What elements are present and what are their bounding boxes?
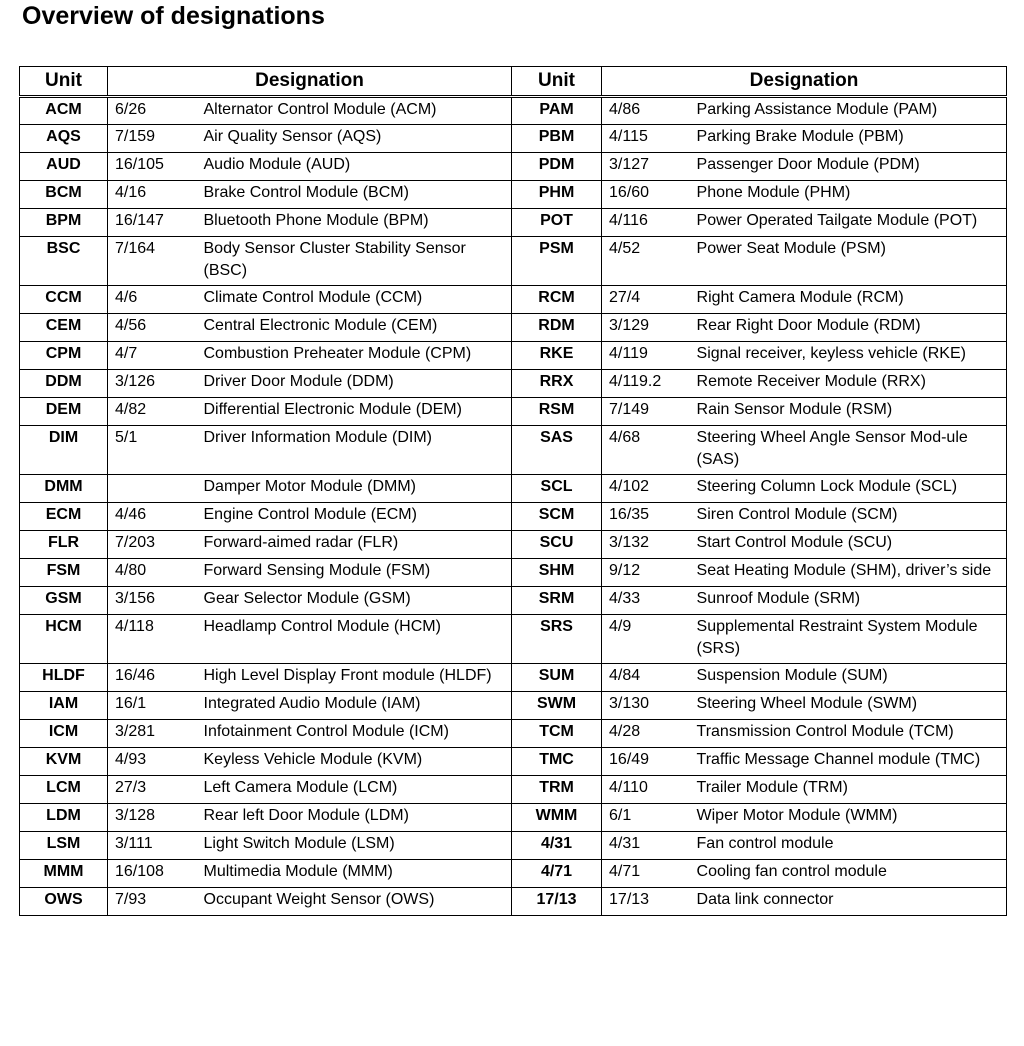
table-row — [20, 503, 1007, 531]
table-header — [20, 67, 1007, 97]
reference-number: 4/116 — [602, 209, 689, 237]
module-description: Headlamp Control Module (HCM) — [196, 615, 512, 664]
table-row — [20, 692, 1007, 720]
reference-number: 16/49 — [602, 748, 689, 776]
unit-code: PSM — [512, 237, 602, 286]
reference-number: 16/1 — [108, 692, 196, 720]
module-description: Cooling fan control module — [689, 860, 1007, 888]
unit-code: OWS — [20, 888, 108, 916]
reference-number: 3/111 — [108, 832, 196, 860]
table-row — [20, 342, 1007, 370]
reference-number: 7/149 — [602, 398, 689, 426]
module-description: Combustion Preheater Module (CPM) — [196, 342, 512, 370]
reference-number: 4/46 — [108, 503, 196, 531]
table-row — [20, 531, 1007, 559]
unit-code: RRX — [512, 370, 602, 398]
module-description: Integrated Audio Module (IAM) — [196, 692, 512, 720]
table-row — [20, 286, 1007, 314]
unit-code: TMC — [512, 748, 602, 776]
reference-number: 4/86 — [602, 97, 689, 125]
module-description: Alternator Control Module (ACM) — [196, 97, 512, 125]
module-description: Wiper Motor Module (WMM) — [689, 804, 1007, 832]
unit-code: 4/71 — [512, 860, 602, 888]
module-description: High Level Display Front module (HLDF) — [196, 664, 512, 692]
unit-code: FLR — [20, 531, 108, 559]
unit-code: PDM — [512, 153, 602, 181]
table-row — [20, 804, 1007, 832]
module-description: Audio Module (AUD) — [196, 153, 512, 181]
reference-number: 3/126 — [108, 370, 196, 398]
module-description: Phone Module (PHM) — [689, 181, 1007, 209]
reference-number: 16/105 — [108, 153, 196, 181]
unit-code: FSM — [20, 559, 108, 587]
unit-code: AQS — [20, 125, 108, 153]
module-description: Occupant Weight Sensor (OWS) — [196, 888, 512, 916]
table-row — [20, 314, 1007, 342]
unit-code: AUD — [20, 153, 108, 181]
unit-code: RDM — [512, 314, 602, 342]
module-description: Air Quality Sensor (AQS) — [196, 125, 512, 153]
reference-number: 4/82 — [108, 398, 196, 426]
designations-table — [19, 66, 1007, 916]
module-description: Trailer Module (TRM) — [689, 776, 1007, 804]
unit-code: ICM — [20, 720, 108, 748]
reference-number: 4/119.2 — [602, 370, 689, 398]
table-row — [20, 237, 1007, 286]
unit-code: HLDF — [20, 664, 108, 692]
unit-code: SRS — [512, 615, 602, 664]
unit-code: LSM — [20, 832, 108, 860]
module-description: Remote Receiver Module (RRX) — [689, 370, 1007, 398]
module-description: Data link connector — [689, 888, 1007, 916]
module-description: Suspension Module (SUM) — [689, 664, 1007, 692]
module-description: Siren Control Module (SCM) — [689, 503, 1007, 531]
module-description: Parking Assistance Module (PAM) — [689, 97, 1007, 125]
reference-number: 7/159 — [108, 125, 196, 153]
module-description: Start Control Module (SCU) — [689, 531, 1007, 559]
module-description: Rear Right Door Module (RDM) — [689, 314, 1007, 342]
module-description: Driver Door Module (DDM) — [196, 370, 512, 398]
module-description: Steering Column Lock Module (SCL) — [689, 475, 1007, 503]
unit-code: PHM — [512, 181, 602, 209]
module-description: Power Seat Module (PSM) — [689, 237, 1007, 286]
reference-number: 4/110 — [602, 776, 689, 804]
unit-code: BPM — [20, 209, 108, 237]
module-description: Multimedia Module (MMM) — [196, 860, 512, 888]
unit-code: CCM — [20, 286, 108, 314]
unit-code: KVM — [20, 748, 108, 776]
module-description: Body Sensor Cluster Stability Sensor (BSC) — [196, 237, 512, 286]
reference-number: 4/9 — [602, 615, 689, 664]
reference-number: 27/4 — [602, 286, 689, 314]
unit-code: WMM — [512, 804, 602, 832]
unit-code: PAM — [512, 97, 602, 125]
unit-code: SWM — [512, 692, 602, 720]
unit-code: PBM — [512, 125, 602, 153]
module-description: Engine Control Module (ECM) — [196, 503, 512, 531]
unit-code: DEM — [20, 398, 108, 426]
unit-code: DIM — [20, 426, 108, 475]
module-description: Traffic Message Channel module (TMC) — [689, 748, 1007, 776]
unit-code: DDM — [20, 370, 108, 398]
reference-number: 4/7 — [108, 342, 196, 370]
unit-code: SUM — [512, 664, 602, 692]
reference-number: 3/130 — [602, 692, 689, 720]
module-description: Forward-aimed radar (FLR) — [196, 531, 512, 559]
module-description: Steering Wheel Angle Sensor Mod-ule (SAS) — [689, 426, 1007, 475]
unit-code: 17/13 — [512, 888, 602, 916]
module-description: Left Camera Module (LCM) — [196, 776, 512, 804]
reference-number: 16/35 — [602, 503, 689, 531]
table-row — [20, 398, 1007, 426]
table-row — [20, 153, 1007, 181]
reference-number: 16/108 — [108, 860, 196, 888]
table-row — [20, 888, 1007, 916]
table-row — [20, 559, 1007, 587]
unit-code: RCM — [512, 286, 602, 314]
reference-number: 9/12 — [602, 559, 689, 587]
reference-number — [108, 475, 196, 503]
module-description: Forward Sensing Module (FSM) — [196, 559, 512, 587]
reference-number: 4/93 — [108, 748, 196, 776]
unit-code: DMM — [20, 475, 108, 503]
module-description: Climate Control Module (CCM) — [196, 286, 512, 314]
table-row — [20, 776, 1007, 804]
module-description: Gear Selector Module (GSM) — [196, 587, 512, 615]
module-description: Sunroof Module (SRM) — [689, 587, 1007, 615]
unit-code: RKE — [512, 342, 602, 370]
unit-code: LDM — [20, 804, 108, 832]
reference-number: 4/33 — [602, 587, 689, 615]
designation-column-header: Designation — [108, 67, 512, 97]
designation-column-header: Designation — [602, 67, 1007, 97]
reference-number: 4/115 — [602, 125, 689, 153]
reference-number: 27/3 — [108, 776, 196, 804]
reference-number: 17/13 — [602, 888, 689, 916]
reference-number: 4/102 — [602, 475, 689, 503]
reference-number: 4/16 — [108, 181, 196, 209]
unit-code: BCM — [20, 181, 108, 209]
unit-code: ECM — [20, 503, 108, 531]
reference-number: 4/71 — [602, 860, 689, 888]
unit-code: POT — [512, 209, 602, 237]
reference-number: 6/26 — [108, 97, 196, 125]
table-row — [20, 97, 1007, 125]
module-description: Power Operated Tailgate Module (POT) — [689, 209, 1007, 237]
module-description: Light Switch Module (LSM) — [196, 832, 512, 860]
table-row — [20, 832, 1007, 860]
module-description: Rain Sensor Module (RSM) — [689, 398, 1007, 426]
unit-column-header: Unit — [512, 67, 602, 97]
reference-number: 3/129 — [602, 314, 689, 342]
module-description: Brake Control Module (BCM) — [196, 181, 512, 209]
module-description: Keyless Vehicle Module (KVM) — [196, 748, 512, 776]
reference-number: 4/52 — [602, 237, 689, 286]
module-description: Differential Electronic Module (DEM) — [196, 398, 512, 426]
unit-code: TRM — [512, 776, 602, 804]
module-description: Bluetooth Phone Module (BPM) — [196, 209, 512, 237]
reference-number: 5/1 — [108, 426, 196, 475]
unit-code: CPM — [20, 342, 108, 370]
table-row — [20, 370, 1007, 398]
unit-code: LCM — [20, 776, 108, 804]
unit-code: SCM — [512, 503, 602, 531]
reference-number: 6/1 — [602, 804, 689, 832]
unit-column-header: Unit — [20, 67, 108, 97]
module-description: Steering Wheel Module (SWM) — [689, 692, 1007, 720]
unit-code: CEM — [20, 314, 108, 342]
table-row — [20, 664, 1007, 692]
reference-number: 4/118 — [108, 615, 196, 664]
reference-number: 3/127 — [602, 153, 689, 181]
unit-code: HCM — [20, 615, 108, 664]
module-description: Driver Information Module (DIM) — [196, 426, 512, 475]
module-description: Rear left Door Module (LDM) — [196, 804, 512, 832]
reference-number: 3/132 — [602, 531, 689, 559]
module-description: Passenger Door Module (PDM) — [689, 153, 1007, 181]
unit-code: GSM — [20, 587, 108, 615]
reference-number: 4/31 — [602, 832, 689, 860]
table-row — [20, 587, 1007, 615]
unit-code: 4/31 — [512, 832, 602, 860]
module-description: Seat Heating Module (SHM), driver’s side — [689, 559, 1007, 587]
module-description: Transmission Control Module (TCM) — [689, 720, 1007, 748]
unit-code: SHM — [512, 559, 602, 587]
page-title: Overview of designations — [22, 2, 325, 30]
module-description: Central Electronic Module (CEM) — [196, 314, 512, 342]
unit-code: SAS — [512, 426, 602, 475]
reference-number: 3/128 — [108, 804, 196, 832]
reference-number: 7/93 — [108, 888, 196, 916]
reference-number: 16/147 — [108, 209, 196, 237]
module-description: Parking Brake Module (PBM) — [689, 125, 1007, 153]
unit-code: SCL — [512, 475, 602, 503]
reference-number: 4/56 — [108, 314, 196, 342]
table-row — [20, 615, 1007, 664]
table-row — [20, 475, 1007, 503]
unit-code: IAM — [20, 692, 108, 720]
table-row — [20, 426, 1007, 475]
module-description: Fan control module — [689, 832, 1007, 860]
table-row — [20, 748, 1007, 776]
unit-code: MMM — [20, 860, 108, 888]
reference-number: 3/281 — [108, 720, 196, 748]
reference-number: 7/203 — [108, 531, 196, 559]
reference-number: 4/6 — [108, 286, 196, 314]
reference-number: 4/68 — [602, 426, 689, 475]
module-description: Right Camera Module (RCM) — [689, 286, 1007, 314]
table-row — [20, 860, 1007, 888]
module-description: Infotainment Control Module (ICM) — [196, 720, 512, 748]
reference-number: 7/164 — [108, 237, 196, 286]
table-body — [20, 97, 1007, 916]
table-row — [20, 181, 1007, 209]
unit-code: SRM — [512, 587, 602, 615]
table-row — [20, 125, 1007, 153]
module-description: Supplemental Restraint System Module (SRS) — [689, 615, 1007, 664]
module-description: Signal receiver, keyless vehicle (RKE) — [689, 342, 1007, 370]
reference-number: 4/84 — [602, 664, 689, 692]
unit-code: RSM — [512, 398, 602, 426]
unit-code: ACM — [20, 97, 108, 125]
reference-number: 4/119 — [602, 342, 689, 370]
unit-code: BSC — [20, 237, 108, 286]
unit-code: SCU — [512, 531, 602, 559]
table-row — [20, 720, 1007, 748]
reference-number: 3/156 — [108, 587, 196, 615]
reference-number: 4/28 — [602, 720, 689, 748]
reference-number: 16/60 — [602, 181, 689, 209]
unit-code: TCM — [512, 720, 602, 748]
module-description: Damper Motor Module (DMM) — [196, 475, 512, 503]
reference-number: 4/80 — [108, 559, 196, 587]
reference-number: 16/46 — [108, 664, 196, 692]
table-row — [20, 209, 1007, 237]
